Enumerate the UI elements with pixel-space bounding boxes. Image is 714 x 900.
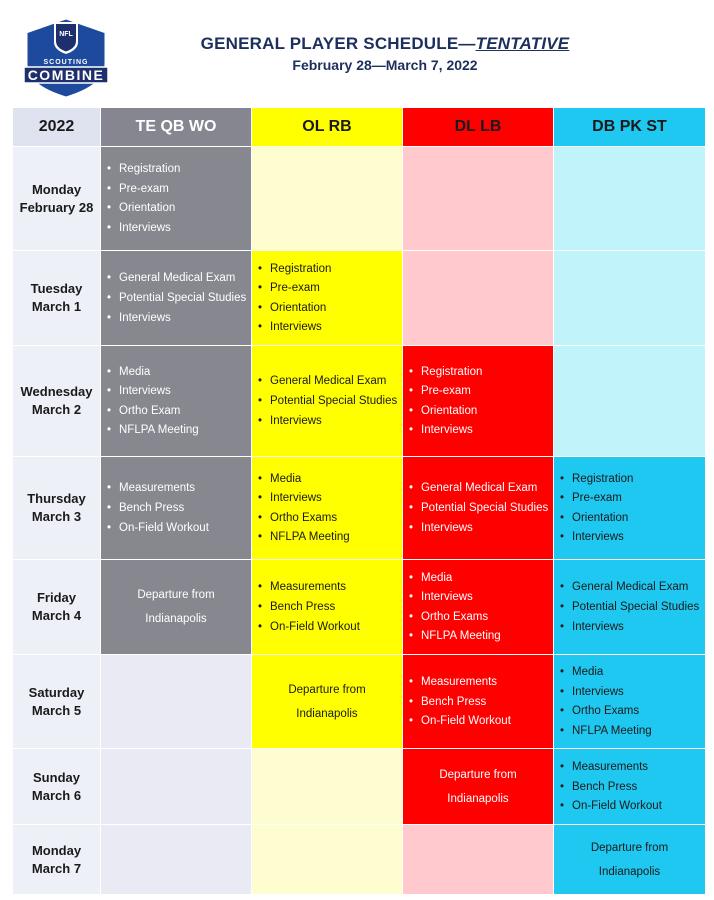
group-header-db-pk-st: DB PK ST bbox=[554, 108, 706, 147]
empty-cell-ol-rb bbox=[252, 749, 403, 825]
departure-note bbox=[252, 678, 402, 726]
activity-item: • Orientation bbox=[407, 403, 553, 419]
day-cell bbox=[13, 749, 101, 825]
day-name: Wednesday bbox=[20, 384, 93, 399]
schedule-cell-db-pk-st bbox=[554, 749, 706, 825]
activity-item: • NFLPA Meeting bbox=[558, 723, 705, 739]
schedule-cell-dl-lb bbox=[403, 457, 554, 560]
schedule-cell-ol-rb bbox=[252, 655, 403, 749]
activity-item: • Media bbox=[407, 570, 553, 586]
activity-list bbox=[252, 255, 402, 341]
departure-note bbox=[554, 836, 705, 884]
empty-cell-ol-rb bbox=[252, 825, 403, 895]
activity-item: • On-Field Workout bbox=[256, 619, 402, 635]
activity-item: • Pre-exam bbox=[558, 490, 705, 506]
activity-item: • Interviews bbox=[407, 422, 553, 438]
activity-item: • Bench Press bbox=[105, 500, 251, 516]
schedule-table bbox=[12, 107, 706, 895]
schedule-cell-db-pk-st bbox=[554, 560, 706, 655]
activity-list bbox=[403, 475, 553, 541]
activity-item: • NFLPA Meeting bbox=[407, 628, 553, 644]
schedule-cell-ol-rb bbox=[252, 346, 403, 457]
schedule-cell-dl-lb bbox=[403, 749, 554, 825]
activity-item: • On-Field Workout bbox=[105, 520, 251, 536]
empty-cell-dl-lb bbox=[403, 825, 554, 895]
activity-item: • Media bbox=[105, 364, 251, 380]
day-date: February 28 bbox=[19, 199, 94, 215]
day-date: March 6 bbox=[31, 787, 82, 803]
activity-item: • Potential Special Studies bbox=[105, 290, 251, 306]
day-name: Thursday bbox=[27, 491, 86, 506]
empty-cell-te-qb-wo bbox=[101, 825, 252, 895]
empty-cell-db-pk-st bbox=[554, 251, 706, 346]
activity-item: • Orientation bbox=[558, 510, 705, 526]
activity-item: • Interviews bbox=[558, 619, 705, 635]
logo-combine-text: COMBINE bbox=[27, 67, 105, 83]
activity-item: • Interviews bbox=[105, 220, 251, 236]
schedule-row bbox=[13, 251, 706, 346]
empty-cell-ol-rb bbox=[252, 147, 403, 251]
empty-cell-dl-lb bbox=[403, 251, 554, 346]
empty-cell-te-qb-wo bbox=[101, 655, 252, 749]
schedule-row bbox=[13, 749, 706, 825]
activity-item: • Bench Press bbox=[256, 599, 402, 615]
combine-logo bbox=[20, 14, 112, 100]
departure-line: Indianapolis bbox=[447, 792, 509, 805]
activity-list bbox=[252, 368, 402, 434]
activity-item: • Orientation bbox=[105, 200, 251, 216]
activity-item: • Interviews bbox=[256, 319, 402, 335]
schedule-row bbox=[13, 457, 706, 560]
activity-list bbox=[403, 668, 553, 734]
empty-cell-db-pk-st bbox=[554, 147, 706, 251]
departure-note bbox=[101, 583, 251, 631]
day-name: Friday bbox=[36, 590, 76, 605]
day-date: March 1 bbox=[31, 299, 82, 314]
day-date: March 4 bbox=[31, 608, 82, 623]
schedule-row bbox=[13, 655, 706, 749]
activity-item: • Pre-exam bbox=[256, 280, 402, 296]
departure-note bbox=[403, 763, 553, 811]
empty-cell-db-pk-st bbox=[554, 346, 706, 457]
day-name: Saturday bbox=[28, 684, 85, 700]
activity-list bbox=[101, 156, 251, 242]
activity-item: • General Medical Exam bbox=[558, 579, 705, 595]
empty-cell-dl-lb bbox=[403, 147, 554, 251]
departure-line: Departure from bbox=[288, 683, 366, 696]
activity-item: • Interviews bbox=[407, 520, 553, 536]
departure-line: Departure from bbox=[137, 589, 215, 601]
schedule-cell-te-qb-wo bbox=[101, 147, 252, 251]
activity-item: • Bench Press bbox=[407, 694, 553, 710]
activity-item: • Interviews bbox=[256, 413, 402, 429]
activity-item: • On-Field Workout bbox=[407, 713, 553, 729]
schedule-row bbox=[13, 147, 706, 251]
activity-item: • Pre-exam bbox=[105, 181, 251, 197]
activity-item: • Potential Special Studies bbox=[256, 393, 402, 409]
title-block bbox=[150, 34, 620, 73]
activity-item: • Interviews bbox=[105, 383, 251, 399]
activity-item: • Ortho Exam bbox=[105, 403, 251, 419]
day-date: March 2 bbox=[31, 402, 82, 417]
day-cell bbox=[13, 655, 101, 749]
group-header-dl-lb: DL LB bbox=[403, 108, 554, 147]
departure-line: Departure from bbox=[590, 841, 669, 854]
activity-item: • Registration bbox=[558, 471, 705, 487]
schedule-cell-te-qb-wo bbox=[101, 457, 252, 560]
activity-item: • Interviews bbox=[256, 490, 402, 506]
schedule-cell-te-qb-wo bbox=[101, 346, 252, 457]
activity-item: • Registration bbox=[407, 364, 553, 380]
activity-list bbox=[554, 465, 705, 551]
schedule-cell-ol-rb bbox=[252, 251, 403, 346]
activity-item: • Interviews bbox=[407, 589, 553, 605]
activity-item: • Media bbox=[558, 664, 705, 680]
activity-item: • NFLPA Meeting bbox=[256, 529, 402, 545]
activity-item: • Pre-exam bbox=[407, 383, 553, 399]
schedule-cell-db-pk-st bbox=[554, 655, 706, 749]
activity-list bbox=[252, 574, 402, 640]
title-emphasis: TENTATIVE bbox=[475, 34, 570, 53]
activity-item: • Measurements bbox=[558, 759, 705, 775]
schedule-cell-ol-rb bbox=[252, 457, 403, 560]
page-subtitle: February 28—March 7, 2022 bbox=[292, 57, 478, 73]
activity-list bbox=[101, 358, 251, 444]
day-name: Monday bbox=[31, 181, 82, 197]
activity-item: • General Medical Exam bbox=[256, 373, 402, 389]
activity-item: • Ortho Exams bbox=[558, 703, 705, 719]
empty-cell-te-qb-wo bbox=[101, 749, 252, 825]
activity-item: • Registration bbox=[256, 261, 402, 277]
day-name: Sunday bbox=[33, 769, 80, 785]
day-cell bbox=[13, 825, 101, 895]
schedule-cell-te-qb-wo bbox=[101, 560, 252, 655]
activity-list bbox=[101, 265, 251, 331]
day-cell bbox=[13, 560, 101, 655]
schedule-row bbox=[13, 825, 706, 895]
day-date: March 3 bbox=[31, 509, 82, 524]
activity-list bbox=[554, 659, 705, 745]
group-header-te-qb-wo: TE QB WO bbox=[101, 108, 252, 147]
page-title: GENERAL PLAYER SCHEDULE—TENTATIVE bbox=[200, 34, 570, 53]
day-cell bbox=[13, 457, 101, 560]
day-name: Monday bbox=[31, 842, 82, 858]
activity-item: • Interviews bbox=[105, 310, 251, 326]
activity-item: • Potential Special Studies bbox=[558, 599, 705, 615]
schedule-cell-dl-lb bbox=[403, 346, 554, 457]
departure-line: Indianapolis bbox=[296, 707, 358, 720]
schedule-cell-db-pk-st bbox=[554, 457, 706, 560]
activity-list bbox=[101, 475, 251, 541]
activity-item: • Registration bbox=[105, 161, 251, 177]
departure-line: Indianapolis bbox=[145, 613, 207, 625]
activity-item: • Measurements bbox=[105, 480, 251, 496]
day-cell bbox=[13, 147, 101, 251]
schedule-cell-db-pk-st bbox=[554, 825, 706, 895]
activity-item: • NFLPA Meeting bbox=[105, 422, 251, 438]
activity-item: • Orientation bbox=[256, 300, 402, 316]
activity-item: • Interviews bbox=[558, 684, 705, 700]
schedule-cell-ol-rb bbox=[252, 560, 403, 655]
departure-line: Indianapolis bbox=[598, 865, 661, 878]
activity-list bbox=[252, 465, 402, 551]
activity-item: • General Medical Exam bbox=[105, 270, 251, 286]
activity-item: • Ortho Exams bbox=[407, 609, 553, 625]
schedule-cell-dl-lb bbox=[403, 560, 554, 655]
group-header-ol-rb: OL RB bbox=[252, 108, 403, 147]
activity-list bbox=[403, 358, 553, 444]
logo-nfl-text: NFL bbox=[59, 31, 73, 38]
logo-scouting-text: SCOUTING bbox=[43, 59, 89, 66]
day-cell bbox=[13, 251, 101, 346]
activity-item: • Potential Special Studies bbox=[407, 500, 553, 516]
activity-item: • Measurements bbox=[407, 674, 553, 690]
activity-list bbox=[403, 564, 553, 650]
departure-line: Departure from bbox=[439, 768, 517, 781]
schedule-cell-dl-lb bbox=[403, 655, 554, 749]
activity-item: • Measurements bbox=[256, 579, 402, 595]
activity-item: • Ortho Exams bbox=[256, 510, 402, 526]
year-header: 2022 bbox=[13, 108, 101, 147]
activity-item: • On-Field Workout bbox=[558, 798, 705, 814]
activity-item: • Interviews bbox=[558, 529, 705, 545]
day-name: Tuesday bbox=[30, 281, 83, 296]
day-date: March 5 bbox=[31, 702, 82, 718]
activity-item: • General Medical Exam bbox=[407, 480, 553, 496]
activity-list bbox=[554, 753, 705, 819]
schedule-row bbox=[13, 346, 706, 457]
day-cell bbox=[13, 346, 101, 457]
header-row bbox=[13, 108, 706, 147]
day-date: March 7 bbox=[31, 860, 82, 876]
schedule-row bbox=[13, 560, 706, 655]
schedule-cell-te-qb-wo bbox=[101, 251, 252, 346]
activity-list bbox=[554, 574, 705, 640]
activity-item: • Bench Press bbox=[558, 779, 705, 795]
activity-item: • Media bbox=[256, 471, 402, 487]
